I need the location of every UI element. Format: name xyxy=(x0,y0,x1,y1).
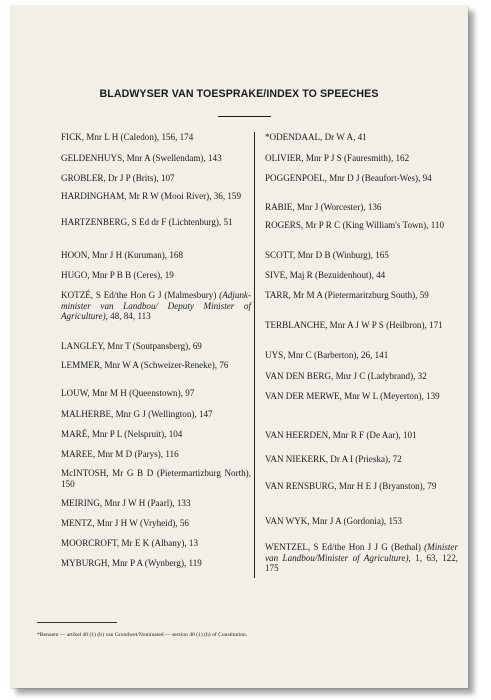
index-entry xyxy=(265,220,458,231)
index-entry xyxy=(61,498,251,509)
entry-pages: 32 xyxy=(415,371,427,381)
entry-name: FICK, Mnr L H (Caledon), xyxy=(61,132,160,142)
entry-name: MEIRING, Mnr J W H (Paarl), xyxy=(61,498,175,508)
index-entry xyxy=(265,542,458,574)
index-entry xyxy=(61,468,251,489)
entry-name: VAN NIEKERK, Dr A I (Prieska), xyxy=(265,454,391,464)
index-entry xyxy=(265,153,458,164)
entry-pages: 143 xyxy=(205,153,222,163)
entry-name: SIVE, Maj R (Bezuidenhout), xyxy=(265,270,374,280)
index-entry xyxy=(265,132,458,143)
entry-pages: 150 xyxy=(61,478,75,489)
entry-name: VAN DEN BERG, Mnr J C (Ladybrand), xyxy=(265,371,416,381)
entry-name: VAN DER MERWE, Mnr W L (Meyerton), xyxy=(265,391,424,401)
entry-name: GELDENHUYS, Mnr A (Swellendam), xyxy=(61,153,206,163)
index-entry xyxy=(265,320,458,331)
entry-pages: 168 xyxy=(167,250,184,260)
index-entry xyxy=(61,449,251,460)
index-title: BLADWYSER VAN TOESPRAKE/INDEX TO SPEECHES xyxy=(99,88,379,100)
entry-name: VAN WYK, Mnr J A (Gordonia), xyxy=(265,516,387,526)
entry-pages: 72 xyxy=(390,454,402,464)
index-entry xyxy=(265,430,458,441)
entry-name: McINTOSH, Mr G B D (Pietermartizburg North), xyxy=(61,468,251,478)
entry-pages: 41 xyxy=(355,132,367,142)
index-entry xyxy=(61,341,251,352)
entry-pages: 1, 63, 122, 175 xyxy=(265,552,459,574)
index-entry xyxy=(61,270,251,281)
entry-pages: 171 xyxy=(426,320,443,330)
entry-pages: 56 xyxy=(177,518,189,528)
entry-name: TERBLANCHE, Mnr A J W P S (Heilbron), xyxy=(265,320,427,330)
entry-pages: 119 xyxy=(186,558,202,568)
entry-name: POGGENPOEL, Mnr D J (Beaufort-Wes), xyxy=(265,173,421,183)
index-entry xyxy=(61,429,251,440)
entry-pages: 59 xyxy=(417,290,429,300)
entry-pages: 51 xyxy=(221,217,233,227)
entry-name: OLIVIER, Mnr P J S (Fauresmith), xyxy=(265,153,394,163)
entry-name: WENTZEL, S Ed/the Hon J J G (Bethal) xyxy=(265,542,421,552)
index-entry xyxy=(61,388,251,399)
index-entry xyxy=(265,173,458,184)
entry-name: LEMMER, Mnr W A (Schweizer-Reneke), xyxy=(61,360,218,370)
entry-name: SCOTT, Mnr D B (Winburg), xyxy=(265,250,373,260)
entry-pages: 69 xyxy=(190,341,202,351)
entry-name: LOUW, Mnr M H (Queenstown), xyxy=(61,388,183,398)
entry-pages: 101 xyxy=(400,430,417,440)
entry-pages: 79 xyxy=(425,481,437,491)
entry-name: KOTZÉ, S Ed/the Hon G J (Malmesbury) xyxy=(61,290,217,300)
entry-name: MENTZ, Mnr J H W (Vryheid), xyxy=(61,518,178,528)
entry-pages: 76 xyxy=(217,360,229,370)
entry-pages: 44 xyxy=(373,270,386,280)
entry-name: MARÉ, Mnr P L (Nelspruit), xyxy=(61,429,167,439)
entry-pages: 94 xyxy=(420,173,432,183)
index-entry xyxy=(265,391,458,402)
index-entry xyxy=(265,202,458,213)
title-rule xyxy=(218,116,271,117)
entry-pages: 13 xyxy=(186,538,198,548)
entry-name: GROBLER, Dr J P (Brits), xyxy=(61,173,159,183)
entry-name: HUGO, Mnr P B B (Ceres), xyxy=(61,270,163,280)
entry-pages: 48, 84, 113 xyxy=(107,311,151,322)
entry-pages: 139 xyxy=(423,391,440,401)
entry-pages: 26, 141 xyxy=(358,350,389,360)
index-entry xyxy=(61,250,251,261)
entry-name: MYBURGH, Mnr P A (Wynberg), xyxy=(61,558,187,568)
entry-name: MOORCROFT, Mr E K (Albany), xyxy=(61,538,187,548)
index-entry xyxy=(265,290,458,301)
entry-role: (Minister van Landbou/Minister of Agriculture), xyxy=(265,542,458,563)
index-entry xyxy=(61,538,251,549)
entry-pages: 110 xyxy=(428,220,444,230)
index-entry xyxy=(265,454,458,465)
entry-name: ROGERS, Mr P R C (King William's Town), xyxy=(265,220,429,230)
entry-pages: 162 xyxy=(393,153,410,163)
entry-role: (Adjunk-minister van Landbou/ Deputy Minister of Agriculture), xyxy=(61,290,251,322)
entry-pages: 19 xyxy=(162,270,174,280)
index-entry xyxy=(265,516,458,527)
index-entry xyxy=(61,558,251,569)
entry-pages: 156, 174 xyxy=(159,132,194,142)
index-entry xyxy=(61,132,251,143)
entry-pages: 107 xyxy=(158,173,175,183)
index-entry xyxy=(61,409,251,420)
entry-name: *ODENDAAL, Dr W A, xyxy=(265,132,356,142)
index-entry xyxy=(61,360,251,371)
entry-pages: 136 xyxy=(365,202,382,212)
index-entry xyxy=(265,481,458,492)
entry-name: TARR, Mr M A (Pietermaritzburg South), xyxy=(265,290,418,300)
index-entry xyxy=(61,191,251,202)
index-entry xyxy=(61,173,251,184)
column-divider xyxy=(254,132,255,578)
entry-pages: 97 xyxy=(182,388,195,398)
entry-pages: 104 xyxy=(166,429,183,439)
entry-name: UYS, Mnr C (Barberton), xyxy=(265,350,359,360)
footnote-rule xyxy=(37,622,117,623)
index-entry xyxy=(61,217,251,228)
footnote: *Benoem — artikel 40 (1) (b) van Grondwet/Nominated — section 40 (1) (b) of Constitution. xyxy=(37,632,248,638)
entry-name: MAREE, Mnr M D (Parys), xyxy=(61,449,164,459)
entry-pages: 133 xyxy=(174,498,191,508)
entry-pages: 165 xyxy=(372,250,389,260)
index-entry xyxy=(61,518,251,529)
entry-name: VAN RENSBURG, Mnr H E J (Bryanston), xyxy=(265,481,425,491)
index-entry xyxy=(265,270,458,281)
document-page xyxy=(10,5,468,688)
entry-pages: 116 xyxy=(163,449,179,459)
entry-pages: 36, 159 xyxy=(211,191,242,201)
entry-name: VAN HEERDEN, Mnr R F (De Aar), xyxy=(265,430,401,440)
entry-name: HOON, Mnr J H (Kuruman), xyxy=(61,250,168,260)
entry-name: HARDINGHAM, Mr R W (Mooi River), xyxy=(61,191,212,201)
index-entry xyxy=(265,371,458,382)
entry-name: MALHERBE, Mnr G J (Wellington), xyxy=(61,409,197,419)
index-entry xyxy=(265,250,458,261)
index-entry xyxy=(61,153,251,164)
entry-name: HARTZENBERG, S Ed dr F (Lichtenburg), xyxy=(61,217,222,227)
index-entry xyxy=(265,350,458,361)
index-entry xyxy=(61,290,251,322)
entry-pages: 147 xyxy=(196,409,213,419)
entry-name: LANGLEY, Mnr T (Soutpansberg), xyxy=(61,341,191,351)
entry-pages: 153 xyxy=(386,516,403,526)
entry-name: RABIE, Mnr J (Worcester), xyxy=(265,202,366,212)
